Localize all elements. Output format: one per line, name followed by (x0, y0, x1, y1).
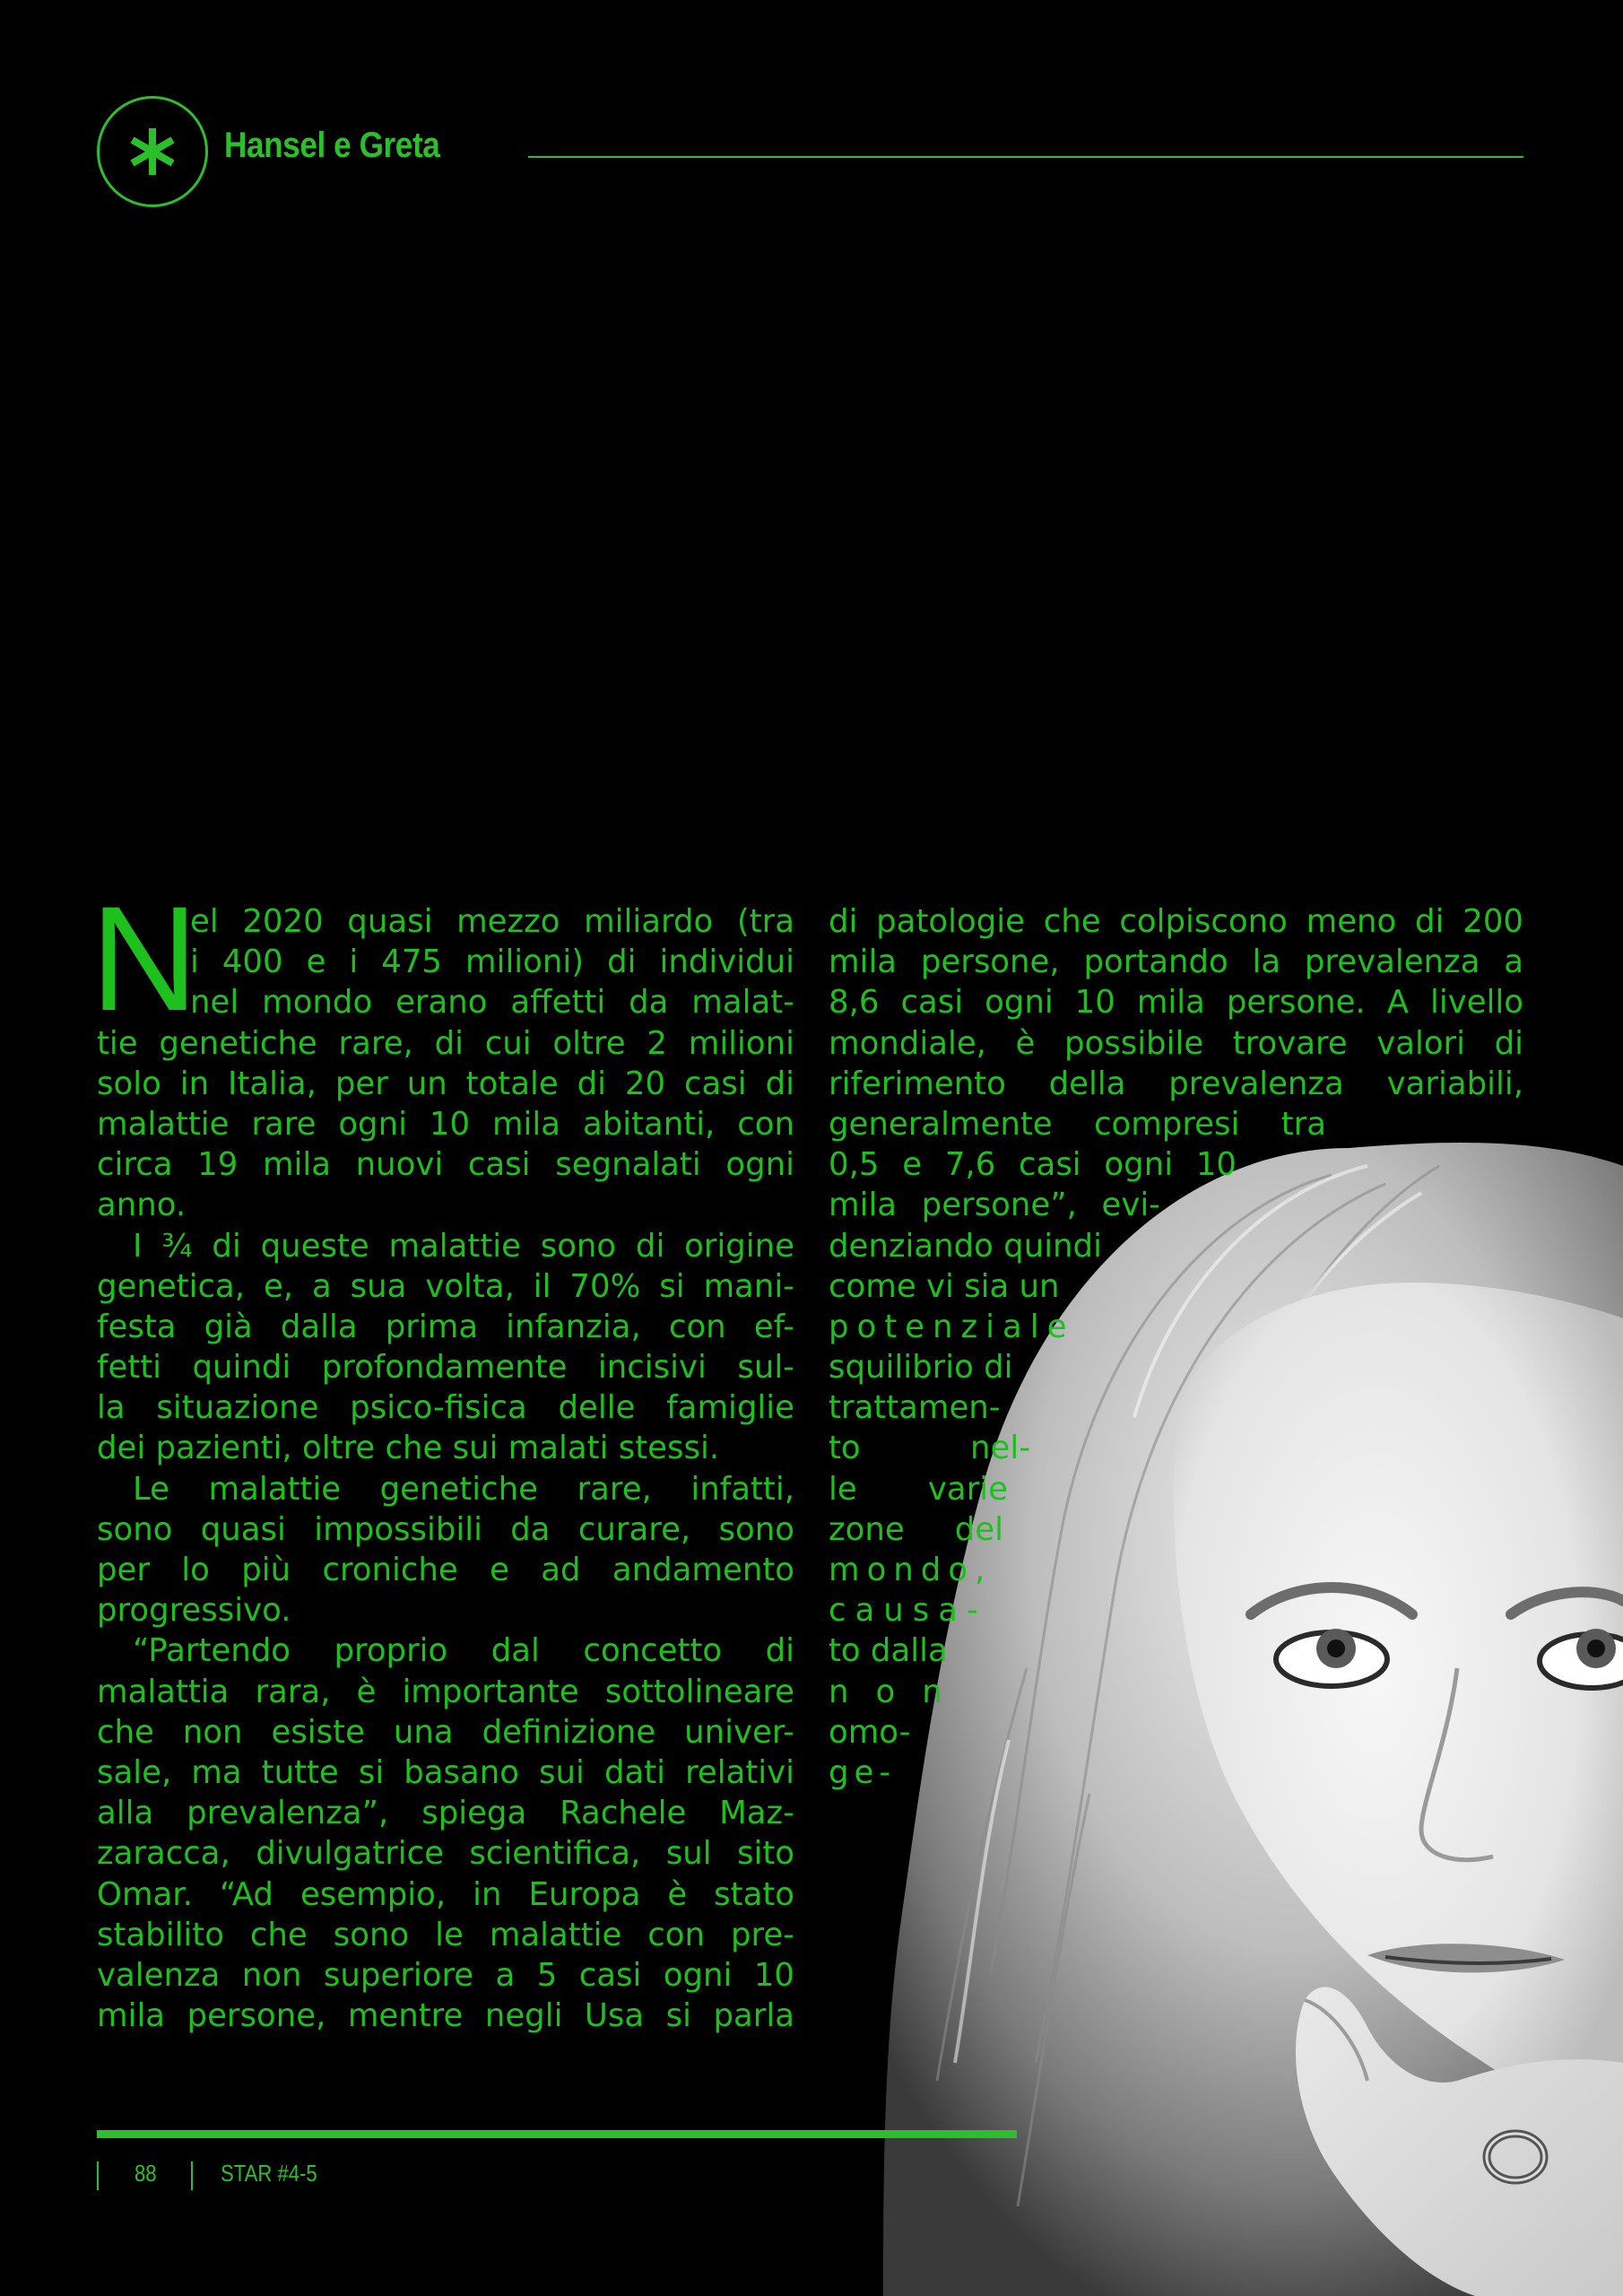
text-line: mondo, (829, 1552, 993, 1588)
text-line: progressivo. (97, 1592, 291, 1630)
asterisk-logo-icon (97, 96, 208, 207)
page-number: 88 (135, 2160, 157, 2187)
text-line: “Partendo proprio dal concetto di (133, 1632, 794, 1670)
text-line: solo in Italia, per un totale di 20 casi di (97, 1065, 794, 1102)
text-line: come vi sia un (829, 1267, 1060, 1305)
text-line: per lo più croniche e ad andamento (97, 1552, 794, 1588)
text-line: circa 19 mila nuovi casi segnalati ogni (97, 1146, 794, 1184)
text-line: el 2020 quasi mezzo miliardo (tra (190, 903, 794, 940)
text-line: mila persone”, evi- (829, 1187, 1160, 1224)
drop-cap-letter: N (91, 876, 198, 1042)
footer-rule (97, 2130, 1017, 2138)
text-line: genetica, e, a sua volta, il 70% si mani- (97, 1267, 794, 1305)
text-line: alla prevalenza”, spiega Rachele Maz- (97, 1795, 794, 1832)
text-line: denziando quindi (829, 1227, 1102, 1265)
text-line: la situazione psico-fisica delle famiglie (97, 1389, 794, 1427)
text-line: generalmente compresi tra (829, 1105, 1326, 1143)
text-line: riferimento della prevalenza variabili, (829, 1065, 1523, 1102)
text-line: valenza non superiore a 5 casi ogni 10 (97, 1956, 794, 1994)
text-line: zone del (829, 1510, 1003, 1548)
text-line: potenziale (829, 1308, 1075, 1345)
article-column-1 (97, 901, 794, 2036)
footer-separator (97, 2161, 99, 2190)
text-line: non (829, 1673, 969, 1710)
text-line: I ¾ di queste malattie sono di origine (133, 1227, 794, 1265)
text-line: zaracca, divulgatrice scientifica, sul sito (97, 1835, 794, 1873)
text-line: anno. (97, 1187, 187, 1224)
text-line: omo- (829, 1713, 911, 1751)
text-line: malattie rare ogni 10 mila abitanti, con (97, 1105, 794, 1143)
header-divider (528, 156, 1523, 158)
text-line: nel mondo erano affetti da malat- (190, 984, 794, 1022)
asterisk-icon (126, 125, 179, 178)
text-line: fetti quindi profondamente incisivi sul- (97, 1349, 794, 1387)
text-line: dei pazienti, oltre che sui malati stessi. (97, 1430, 720, 1467)
footer-separator (191, 2161, 193, 2190)
text-line: 8,6 casi ogni 10 mila persone. A livello (829, 984, 1523, 1022)
text-line: festa già dalla prima infanzia, con ef- (97, 1308, 794, 1345)
text-line: squilibrio di (829, 1349, 1013, 1387)
text-line: Omar. “Ad esempio, in Europa è stato (97, 1875, 794, 1913)
text-line: le varie (829, 1470, 1008, 1508)
text-line: mila persone, portando la prevalenza a (829, 944, 1523, 981)
text-line: malattia rara, è importante sottolineare (97, 1673, 794, 1710)
text-line: di patologie che colpiscono meno di 200 (829, 903, 1523, 940)
text-line: mila persone, mentre negli Usa si parla (97, 1997, 794, 2035)
article-column-2 (829, 901, 1523, 1793)
text-line: i 400 e i 475 milioni) di individui (190, 944, 794, 981)
text-line: tie genetiche rare, di cui oltre 2 milioni (97, 1024, 794, 1062)
magazine-issue: STAR #4-5 (221, 2160, 317, 2187)
text-line: 0,5 e 7,6 casi ogni 10 (829, 1146, 1237, 1184)
text-line: sono quasi impossibili da curare, sono (97, 1510, 794, 1548)
text-line: mondiale, è possibile trovare valori di (829, 1024, 1523, 1062)
text-line: che non esiste una definizione univer- (97, 1713, 794, 1751)
text-line: sale, ma tutte si basano sui dati relativi (97, 1753, 794, 1791)
section-title: Hansel e Greta (224, 126, 440, 165)
text-line: to nel- (829, 1430, 1030, 1467)
text-line: trattamen- (829, 1389, 1001, 1427)
text-line: ge- (829, 1753, 897, 1791)
text-line: stabilito che sono le malattie con pre- (97, 1916, 794, 1953)
text-line: Le malattie genetiche rare, infatti, (133, 1470, 794, 1508)
text-line: to dalla (829, 1632, 948, 1670)
text-line: causa- (829, 1592, 987, 1630)
